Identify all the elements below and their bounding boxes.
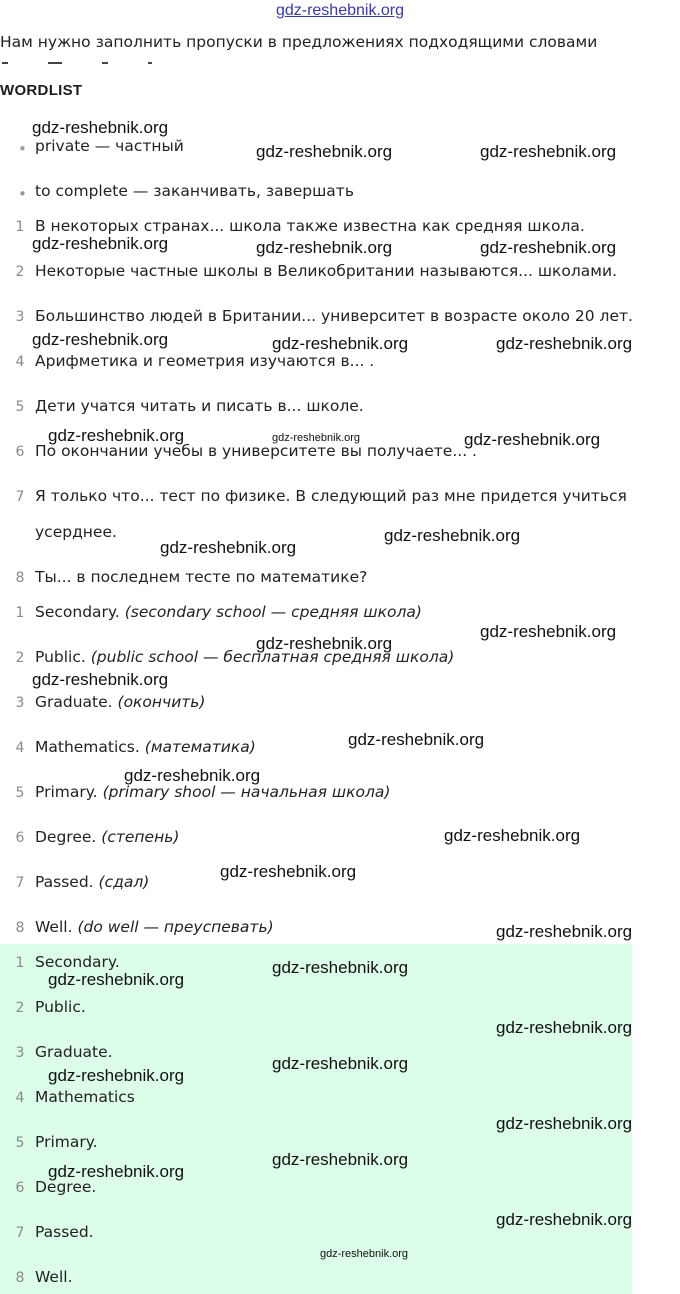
- watermark: gdz-reshebnik.org: [32, 330, 169, 349]
- explanation-word: Secondary.: [35, 603, 120, 621]
- watermark: gdz-reshebnik.org: [48, 970, 185, 989]
- watermark: gdz-reshebnik.org: [496, 334, 633, 353]
- watermark: gdz-reshebnik.org: [32, 670, 169, 689]
- sentence-text: Большинство людей в Британии... университет в возрасте около 20 лет.: [35, 307, 633, 325]
- explanation-number: 5: [15, 785, 25, 801]
- watermark: gdz-reshebnik.org: [272, 958, 409, 977]
- watermark: gdz-reshebnik.org: [272, 1054, 409, 1073]
- sentence-text: Некоторые частные школы в Великобритании называются... школами.: [35, 262, 617, 280]
- answer-number: 7: [15, 1225, 25, 1241]
- sentence-text: Арифметика и геометрия изучаются в... .: [35, 352, 375, 370]
- watermark: gdz-reshebnik.org: [272, 432, 361, 444]
- top-watermark-link[interactable]: gdz-reshebnik.org: [275, 2, 405, 19]
- explanation-note: (сдал): [98, 873, 150, 891]
- answer-number: 6: [15, 1180, 25, 1196]
- watermark: gdz-reshebnik.org: [48, 1066, 185, 1085]
- explanation-word: Well.: [35, 918, 73, 936]
- sentence-number: 1: [15, 219, 25, 235]
- answer-text: Degree.: [35, 1178, 97, 1196]
- sentence-text: Я только что... тест по физике. В следующий раз мне придется учиться: [35, 487, 627, 505]
- explanation-line: [35, 918, 274, 936]
- watermark: gdz-reshebnik.org: [124, 766, 261, 785]
- watermark: gdz-reshebnik.org: [464, 430, 601, 449]
- watermark: gdz-reshebnik.org: [272, 334, 409, 353]
- sentence-number: 3: [15, 309, 25, 325]
- explanation-word: Mathematics.: [35, 738, 140, 756]
- explanation-number: 1: [15, 605, 25, 621]
- answer-number: 8: [15, 1270, 25, 1286]
- watermark: gdz-reshebnik.org: [480, 238, 617, 257]
- explanation-word: Graduate.: [35, 693, 113, 711]
- explanation-note: (secondary school — средняя школа): [124, 603, 422, 621]
- watermark: gdz-reshebnik.org: [32, 118, 169, 137]
- watermark: gdz-reshebnik.org: [220, 862, 357, 881]
- explanation-note: (математика): [144, 738, 256, 756]
- wordlist-item: private — частный: [35, 137, 184, 155]
- explanation-line: [35, 873, 149, 891]
- watermark: gdz-reshebnik.org: [384, 526, 521, 545]
- answer-number: 4: [15, 1090, 25, 1106]
- explanation-word: Degree.: [35, 828, 97, 846]
- explanation-number: 8: [15, 920, 25, 936]
- intro-text: Нам нужно заполнить пропуски в предложениях подходящими словами: [0, 33, 598, 51]
- sentence-number: 2: [15, 264, 25, 280]
- explanation-line: [35, 603, 422, 621]
- answer-number: 1: [15, 955, 25, 971]
- answer-text: Graduate.: [35, 1043, 113, 1061]
- answer-text: Primary.: [35, 1133, 98, 1151]
- explanation-number: 3: [15, 695, 25, 711]
- watermark: gdz-reshebnik.org: [32, 234, 169, 253]
- explanation-word: Public.: [35, 648, 86, 666]
- watermark: gdz-reshebnik.org: [256, 238, 393, 257]
- sentence-number: 6: [15, 444, 25, 460]
- watermark: gdz-reshebnik.org: [496, 1210, 633, 1229]
- bullet-icon: •: [18, 140, 27, 158]
- watermark: gdz-reshebnik.org: [48, 1162, 185, 1181]
- explanation-number: 4: [15, 740, 25, 756]
- explanation-note: (primary shool — начальная школа): [102, 783, 391, 801]
- wordlist-heading: WORDLIST: [0, 82, 83, 99]
- sentence-text: Дети учатся читать и писать в... школе.: [35, 397, 364, 415]
- sentence-number: 8: [15, 570, 25, 586]
- explanation-note: (степень): [101, 828, 180, 846]
- explanation-line: [35, 828, 179, 846]
- watermark: gdz-reshebnik.org: [160, 538, 297, 557]
- explanation-note: (do well — преуспевать): [77, 918, 274, 936]
- bullet-icon: •: [18, 185, 27, 203]
- watermark: gdz-reshebnik.org: [348, 730, 485, 749]
- watermark: gdz-reshebnik.org: [256, 142, 393, 161]
- explanation-word: Passed.: [35, 873, 94, 891]
- sentence-number: 7: [15, 489, 25, 505]
- answer-number: 3: [15, 1045, 25, 1061]
- answer-text: Well.: [35, 1268, 73, 1286]
- sentence-text: По окончании учебы в университете вы получаете... .: [35, 442, 477, 460]
- watermark: gdz-reshebnik.org: [48, 426, 185, 445]
- answer-number: 2: [15, 1000, 25, 1016]
- wordlist-item: to complete — заканчивать, завершать: [35, 182, 354, 200]
- watermark: gdz-reshebnik.org: [320, 1248, 409, 1260]
- cut-off-line: [2, 62, 232, 68]
- sentence-number: 5: [15, 399, 25, 415]
- sentence-number: 4: [15, 354, 25, 370]
- explanation-note: (окончить): [117, 693, 206, 711]
- explanation-number: 7: [15, 875, 25, 891]
- sentence-continuation: усерднее.: [35, 523, 117, 541]
- explanation-line: [35, 738, 256, 756]
- answer-text: Mathematics: [35, 1088, 135, 1106]
- explanation-word: Primary.: [35, 783, 98, 801]
- answer-text: Public.: [35, 998, 86, 1016]
- watermark: gdz-reshebnik.org: [480, 622, 617, 641]
- answer-text: Secondary.: [35, 953, 120, 971]
- watermark: gdz-reshebnik.org: [496, 1114, 633, 1133]
- watermark: gdz-reshebnik.org: [480, 142, 617, 161]
- answer-text: Passed.: [35, 1223, 94, 1241]
- sentence-text: В некоторых странах... школа также известна как средняя школа.: [35, 217, 585, 235]
- explanation-note: (public school — бесплатная средняя школа): [90, 648, 455, 666]
- answer-number: 5: [15, 1135, 25, 1151]
- sentence-text: Ты... в последнем тесте по математике?: [35, 568, 368, 586]
- watermark: gdz-reshebnik.org: [256, 634, 393, 653]
- watermark: gdz-reshebnik.org: [444, 826, 581, 845]
- explanation-line: [35, 693, 205, 711]
- explanation-number: 6: [15, 830, 25, 846]
- watermark: gdz-reshebnik.org: [496, 922, 633, 941]
- watermark: gdz-reshebnik.org: [496, 1018, 633, 1037]
- explanation-number: 2: [15, 650, 25, 666]
- watermark: gdz-reshebnik.org: [272, 1150, 409, 1169]
